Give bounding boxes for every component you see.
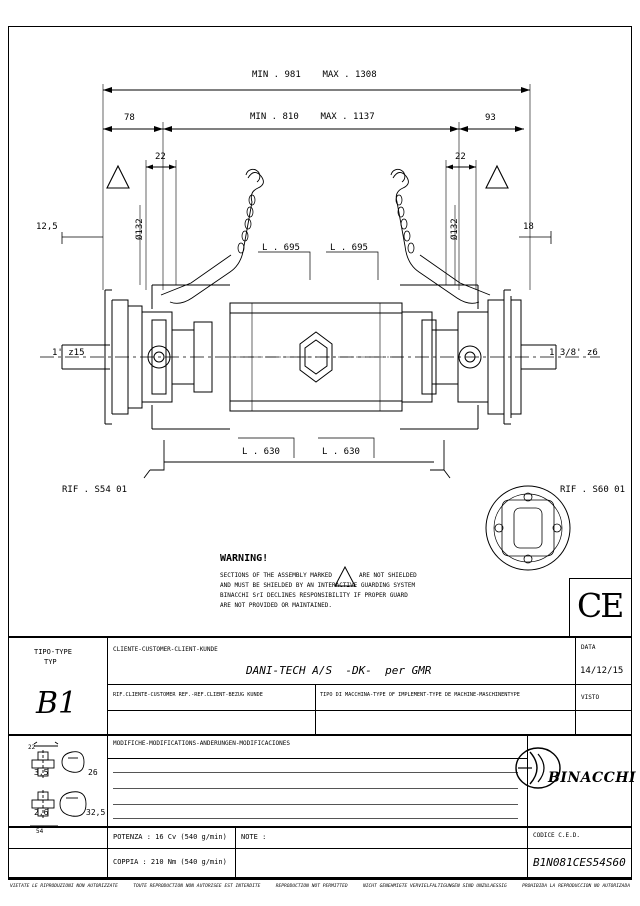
warning-title: WARNING!: [220, 553, 269, 564]
dim-shield-right-top: L . 695: [330, 243, 368, 253]
warning-line-1b: ARE NOT SHIELDED: [359, 572, 417, 579]
tb-line-a: [107, 684, 632, 685]
left-spline-label: 1' z15: [52, 348, 85, 358]
date-label: DATA: [581, 644, 596, 651]
warning-line-3: BINACCHI SrI DECLINES RESPONSIBILITY IF PROPER GUARD: [220, 592, 408, 599]
dim-shield-left-top: L . 695: [262, 243, 300, 253]
type-label-2: TYP: [44, 658, 57, 666]
footer-note-1: VIETATE LE RIPRODUZIONI NON AUTORIZZATE: [10, 884, 118, 889]
dim-left-yoke-22: 22: [155, 152, 166, 162]
yoke-top-a: 3,5: [34, 768, 49, 777]
mods-label: MODIFICHE-MODIFICATIONS-ANDERUNGEN-MODIFICACIONES: [113, 740, 291, 747]
footer-note-4: NICHT GENEHMIGTE VERVIELFALTIGUNGEN SIND UNZULAESSIG: [362, 884, 507, 889]
tb-line-top: [8, 636, 632, 638]
dim-right-yoke-22: 22: [455, 152, 466, 162]
tb-line-d: [107, 758, 527, 759]
footer-note-5: PROHIBIDA LA REPRODUCCION NO AUTORIZADA: [522, 884, 630, 889]
customer-value: DANI-TECH A/S -DK- per GMR: [246, 664, 432, 677]
footer-note-2: TOUTE REPRODUCTION NON AUTORISEE EST INTERDITE: [133, 884, 261, 889]
dim-right-guard-diameter: Ø132: [450, 218, 460, 240]
ce-box-top-border: [569, 578, 632, 579]
tb-vline-4: [235, 826, 236, 878]
warning-line-1: SECTIONS OF THE ASSEMBLY MARKED: [220, 572, 332, 579]
torque-label: COPPIA : 210 Nm (540 g/min): [113, 858, 227, 866]
machine-type-label: TIPO DI MACCHINA-TYPE OF IMPLEMENT-TYPE DE MACHINE-MASCHINENTYPE: [320, 692, 520, 698]
dim-left-offset: 12,5: [36, 222, 58, 232]
dim-left-guard-diameter: Ø132: [135, 218, 145, 240]
warning-line-4: ARE NOT PROVIDED OR MAINTAINED.: [220, 602, 332, 609]
dim-right-tube: 93: [485, 113, 496, 123]
brand-name: BINACCHI: [548, 770, 637, 786]
type-value: B1: [36, 686, 78, 721]
customer-label: CLIENTE-CUSTOMER-CLIENT-KUNDE: [113, 646, 218, 653]
dim-overall: MIN . 981 MAX . 1308: [252, 70, 377, 80]
tb-vline-5: [315, 684, 316, 734]
ref-right-label: RIF . S60 01: [560, 485, 626, 495]
power-label: POTENZA : 16 Cv (540 g/min): [113, 833, 227, 841]
dim-inner: MIN . 810 MAX . 1137: [250, 112, 375, 122]
mods-row-3: [113, 804, 518, 805]
mods-row-4: [113, 818, 518, 819]
yoke-bottom-a: 2,6: [34, 808, 49, 817]
dim-left-tube: 78: [124, 113, 135, 123]
dim-right-offset: 18: [523, 222, 534, 232]
visto-label: VISTO: [581, 694, 600, 701]
mods-row-1: [113, 772, 518, 773]
code-label: CODICE C.E.D.: [533, 832, 580, 839]
tb-line-c: [8, 734, 632, 736]
ref-left-label: RIF . S54 01: [62, 485, 128, 495]
tb-line-b: [107, 710, 632, 711]
ref-customer-label: RIF.CLIENTE-CUSTOMER REF.-REF.CLIENT-BEZUG KUNDE: [113, 692, 263, 698]
footer-note-3: REPRODUCTION NOT PERMITTED: [275, 884, 348, 889]
dim-shield-right-bottom: L . 630: [322, 447, 360, 457]
date-value: 14/12/15: [580, 666, 624, 676]
tb-line-bottom: [8, 878, 632, 880]
yoke-top-b: 26: [88, 768, 98, 777]
ce-mark: CE: [577, 586, 623, 625]
yoke-top-width: 22: [28, 744, 36, 751]
type-label: TIPO-TYPE: [34, 648, 72, 656]
note-label: NOTE :: [241, 833, 267, 841]
yoke-detail-drawing: [14, 740, 114, 850]
ce-box-left-border: [569, 578, 570, 636]
mods-row-2: [113, 788, 518, 789]
footer-notes: [10, 884, 630, 889]
yoke-bottom-width: 54: [36, 828, 44, 835]
yoke-bottom-b: 32,5: [86, 808, 106, 817]
warning-line-2: AND MUST BE SHIELDED BY AN INTERACTIVE GUARDING SYSTEM: [220, 582, 416, 589]
code-value: B1N081CES54S60: [533, 856, 626, 869]
right-spline-label: 1 3/8' z6: [549, 348, 598, 358]
dim-shield-left-bottom: L . 630: [242, 447, 280, 457]
tb-vline-2: [575, 636, 576, 734]
